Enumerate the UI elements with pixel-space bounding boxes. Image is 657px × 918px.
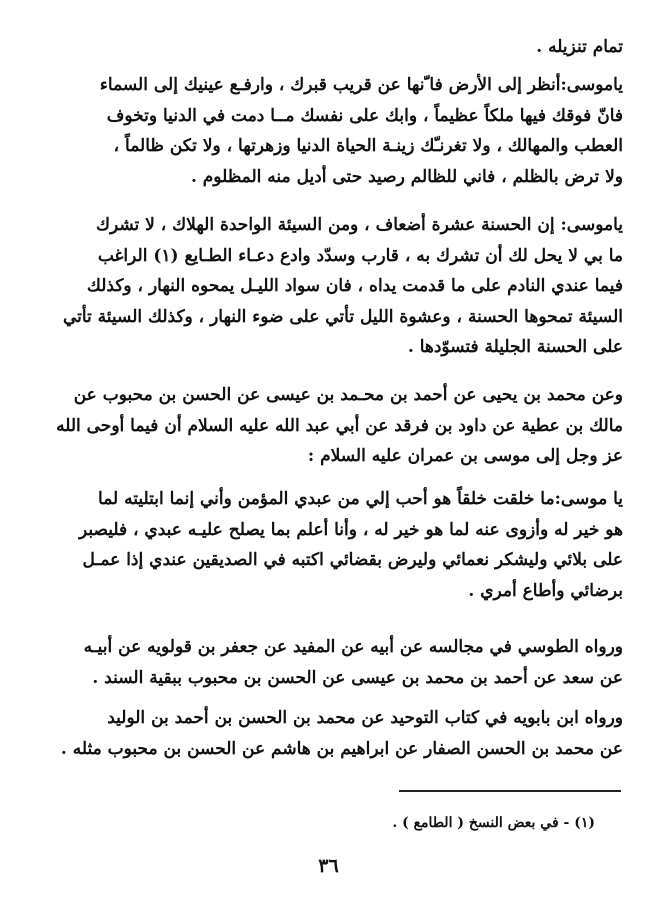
text-line: ما بي لا يحل لك أن تشرك به ، قارب وسدّد وادع دعـاء الطـايع (١) الراغب [97,245,623,266]
text-line: ورواه ابن بابويه في كتاب التوحيد عن محمد بن الحسن بن أحمد بن الوليد [107,708,623,728]
paragraph-narration-chain [38,380,623,472]
footnote-divider [399,790,621,792]
text-line: ورواه الطوسي في مجالسه عن أبيه عن المفيد عن جعفر بن قولويه عن أبيـه [83,637,623,657]
text-line: وعن محمد بن يحيى عن أحمد بن محـمد بن عيسى عن الحسن بن محبوب عن [73,385,623,405]
paragraph-moses-good-deeds [38,210,623,363]
text-line: عن محمد بن الحسن الصفار عن ابراهيم بن هاشم عن الحسن بن محبوب مثله . [60,738,623,759]
text-line: ياموسى:أنظر إلى الأرض فا ّنها عن قريب قبرك ، وارفـع عينيك إلى السماء [99,75,623,95]
text-line: برضائي وأطاع أمري . [468,580,623,601]
text-line: عن سعد عن أحمد بن محمد بن عيسى عن الحسن بن محبوب ببقية السند . [92,667,623,688]
page-number: ٣٦ [318,855,339,877]
text-line: العطب والمهالك ، ولا تغرنـّك زينـة الحياة الدنيا وزهرتها ، ولا تكن ظالماً ، [113,136,623,156]
text-line: فيما عندي النادم على ما قدمت يداه ، فان سواد الليـل يمحوه النهار ، وكذلك [86,276,623,296]
text-line: السيئة تمحوها الحسنة ، وعشوة الليل تأتي على ضوء النهار ، وكذلك السيئة تأتي [62,306,623,327]
text-line: مالك بن عطية عن داود بن فرقد عن أبي عبد الله عليه السلام أن فيما أوحى الله [56,415,623,436]
text-line: عز وجل إلى موسى بن عمران عليه السلام : [307,446,623,466]
text-line: على بلائي وليشكر نعمائي وليرض بقضائي اكتبه في الصديقين عندي إذا عمـل [82,550,623,570]
text-line: هو خير له وأزوى عنه لما هو خير له ، وأنا أعلم بما يصلح عليـه عبدي ، فليصبر [78,519,623,540]
text-line: يا موسى:ما خلقت خلقاً هو أحب إلي من عبدي المؤمن وأني إنما ابتليته لما [98,489,623,509]
text-line: تمام تنزيله . [536,37,623,57]
text-line: فانّ فوقك فيها ملكاً عظيماً ، وابك على نفسك مــا دمت في الدنيا وتخوف [106,105,623,126]
text-line: ولا ترض بالظلم ، فاني للظالم رصيد حتى أديل منه المظلوم . [190,166,623,187]
text-line: على الحسنة الجليلة فتسوّدها . [407,337,623,357]
paragraph-moses-earth [38,70,623,192]
paragraph-tusi-narration [38,632,623,693]
paragraph-moses-creation [38,484,623,606]
text-line: ياموسى: إن الحسنة عشرة أضعاف ، ومن السيئة الواحدة الهلاك ، لا تشرك [95,215,623,235]
footnote: (١) - في بعض النسخ ( الطامع ) . [392,815,595,831]
paragraph-babawayh-narration [38,703,623,764]
paragraph-continuation [38,32,623,63]
